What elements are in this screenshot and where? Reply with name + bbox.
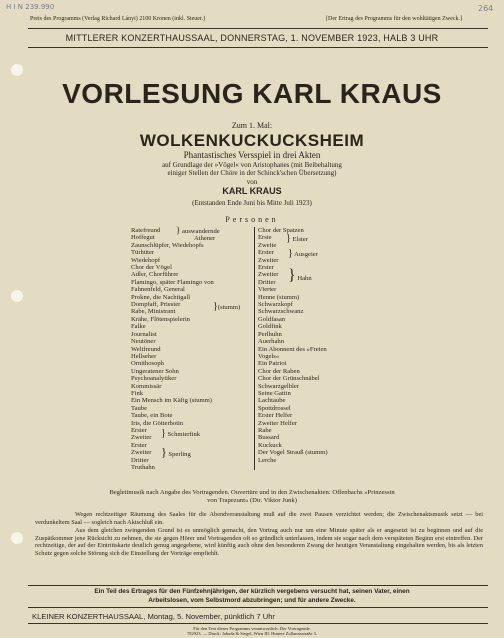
left-role: Erster [131,426,147,434]
left-role: Chor der Vögel [131,264,172,272]
left-role: Ungeratener Sohn [131,367,179,375]
right-role: Henne (stumm) [258,293,300,301]
brace-ausgeier: } Ausgeier [288,248,318,259]
left-role: Wiedehopf [131,256,161,264]
left-role: Dritter [131,456,149,464]
brace-elster: } Elster [286,233,308,244]
header-rule-top [28,28,488,29]
right-role: Ein Abonnent des »Freien [258,345,327,353]
right-role: Erster [258,249,274,257]
basis-line-2: einiger Stellen der Chöre in der Schinck'schen Übersetzung) [167,169,337,177]
right-role: Zweiter Helfer [258,419,297,427]
right-role: Lachtaube [258,397,286,405]
right-role: Dritter [258,278,276,286]
left-role: Rabe, Ministrant [131,308,176,316]
right-role: Lerche [258,456,277,464]
left-role: Hoffegut [131,234,155,242]
left-role: Krähe, Flötenspielerin [131,315,190,323]
left-role: Falke [131,323,146,331]
brace-stumm: }(stumm) [213,301,241,312]
next-event-rule [28,623,488,624]
right-role: Goldfasan [258,315,286,323]
left-role: Journalist [131,330,157,338]
right-role: Bussard [258,434,280,442]
persons-right-column [258,227,328,464]
persons-heading: Personen [225,215,279,224]
basis-line-1: auf Grundlage der »Vögel« von Aristophanes (mit Beibehaltung [162,161,342,169]
right-role: Ein Patriot [258,360,287,368]
right-role: Vogels« [258,352,280,360]
right-role: Schwarzschwanz [258,308,304,316]
catalog-number: H I N 239.990 [6,3,55,11]
left-role: Adler, Chorführer [131,271,179,279]
punch-hole-middle [11,290,23,302]
venue-line: MITTLERER KONZERTHAUSSAAL, DONNERSTAG, 1. NOVEMBER 1923, HALB 3 UHR [65,33,439,43]
next-event: KLEINER KONZERTHAUSSAAL, Montag, 5. November, pünktlich 7 Uhr [32,612,275,621]
left-role: Kommissär [131,382,162,390]
left-role: Fahnenfeld, General [131,286,185,294]
brace-hahn: } Hahn [288,267,312,284]
proceeds-note: [Der Ertrag des Programms für den wohltätigen Zweck.] [326,16,462,22]
right-role: Auerhahn [258,338,284,346]
right-role: Goldfink [258,323,282,331]
work-title: WOLKENKUCKUCKSHEIM [139,131,365,150]
left-role: Ein Mensch im Käfig (stumm) [131,397,212,405]
right-role: Erster [258,264,274,272]
right-role: Erste [258,234,272,242]
right-role: Seine Gattin [258,389,291,397]
left-role: Zweiter [131,434,152,442]
punch-hole-bottom [11,532,23,544]
left-role: Psychoanalytiker [131,375,177,383]
right-role: Zweiter [258,256,279,264]
brace-sperling: } Sperling [161,445,191,459]
right-role: Spottdrossel [258,404,291,412]
right-role: Chor der Grünschnäbel [258,375,320,383]
charity-note-line-2: Arbeitslosen, vom Selbstmord abzubringen; und für andere Zwecke. [148,597,356,604]
page-number: 264 [478,4,494,13]
note-rule-bottom [28,607,488,608]
music-line-2: von Trapezunt« (Dir. Viktor Junk) [207,497,297,504]
left-role: Taube, ein Bote [131,412,173,420]
group-label-stumm: (stumm) [217,304,241,311]
left-role: Iris, die Götterbotin [131,419,184,427]
left-role: Türhüter [131,249,155,257]
creation-dates: (Entstanden Ende Juni bis Mitte Juli 1923) [192,199,312,207]
first-time-label: Zum 1. Mal: [231,121,273,130]
right-role: Der Vogel Strauß (stumm) [258,449,328,457]
left-role: Neutöner [131,338,156,346]
brace-schmierfink: } Schmierfink [161,428,201,439]
right-role: Chor der Spatzen [258,227,304,234]
persons-divider [254,227,255,470]
punch-hole-top [11,64,23,76]
by-label: von [246,178,258,186]
group-label-sperling: Sperling [168,451,191,458]
left-role: Flamingo, später Flamingo von [131,278,214,286]
right-role: Vierter [258,286,277,294]
group-label-hahn: Hahn [297,275,312,282]
left-role: Truthahn [131,464,155,471]
header-rule-bottom [28,47,488,48]
left-role: Taube [131,404,148,412]
right-role: Zweite [258,241,277,249]
charity-note-line-1: Ein Teil des Ertrages für den Fünfzehnjährigen, der kürzlich vergebens versucht hat, seinen Vater, einen [94,588,410,595]
right-role: Erster Helfer [258,412,293,420]
brace-auswandernde: } auswandernde Athener [176,225,220,243]
left-role: Erster [131,441,147,449]
subtitle: Phantastisches Versspiel in drei Akten [183,150,321,160]
left-role: Ratefreund [131,227,161,234]
right-role: Rabe [258,426,272,434]
right-role: Zweiter [258,271,279,279]
left-role: Weltfreund [131,345,161,353]
left-role: Prokne, die Nachtigall [131,293,191,301]
left-role: Hellseher [131,352,157,360]
group-label-elster: Elster [292,236,308,243]
left-role: Zaunschlüpfer, Wiedehopfs [131,241,204,249]
right-role: Kuckuck [258,441,282,449]
right-role: Chor der Raben [258,367,300,375]
group-label-schmierfink: Schmierfink [167,431,201,438]
author: KARL KRAUS [222,186,282,196]
footer-line-2: 782923. — Druck: Jahoda & Siegel, Wien III. Hintere Zollamtsstraße 3. [187,631,317,636]
group-label-auswandernde: auswandernde [181,228,220,235]
left-role: Fink [131,389,144,397]
main-title: VORLESUNG KARL KRAUS [62,78,442,109]
footer-line-1: Für den Text dieses Programms verantwortlich: Der Vortragende. [193,626,311,631]
price-note: Preis des Programms (Verlag Richard Lányi) 2100 Kronen (inkl. Steuer.) [30,16,206,22]
paragraph-evacuation: Wegen rechtzeitiger Räumung des Saales für die Abendveranstaltung muß auf die zwei Pausen verzichtet werden; die Zwischenaktsmusik setzt — bei verdunkeltem Saal — sogleich nach Aktschluß ein. [35,511,483,526]
note-rule-top [28,585,488,586]
paragraph-punctuality: Aus dem gleichen zwingenden Grund ist es unmöglich gemacht, den Vortrag auch nur um eine Minute später als er angesetzt ist zu beginnen und auf die Zuspätkommer jene Rücksicht zu nehmen, die sie gegen Hörer und Vortragenden oft so gründlich unterlassen, indem sie sogar nach dem verspäteten Beginn erst eintreffen. Der rechtzeitige, der auf der Eintrittskarte deutlich genug angegebene, wird künftig auch ohne den besonderen Zwang der heutigen Veranstaltung eingehalten werden, bis als letzten Schutz gegen solche Störung sich die Einstellung der Vorträge empfiehlt. [35,527,483,557]
left-role: Zweiter [131,449,152,457]
group-label-athener: Athener [194,235,216,243]
left-role: Dompfaff, Priester [131,301,181,309]
music-line-1: Begleitmusik nach Angabe des Vortragenden. Ouvertüre und in den Zwischenakten: Offenbachs »Prinzessin [109,489,395,496]
group-label-ausgeier: Ausgeier [294,251,318,258]
right-role: Schwarzgelbler [258,382,300,390]
right-role: Perlhuhn [258,330,282,338]
right-role: Schwarzkopf [258,301,293,309]
left-role: Ornithosoph [131,360,164,368]
